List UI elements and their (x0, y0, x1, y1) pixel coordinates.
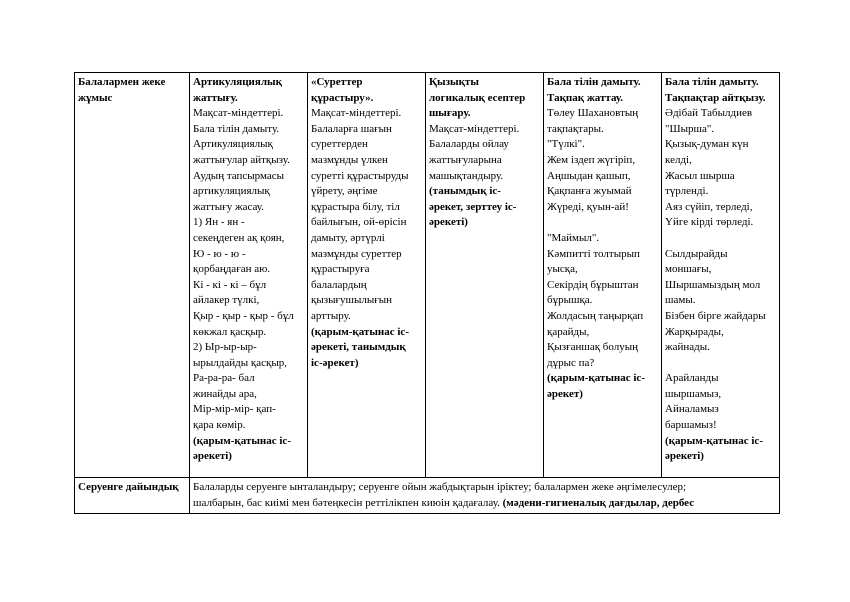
body-line: қызығушылығын (311, 294, 393, 307)
body-line: келді, (665, 153, 692, 166)
cell-body (547, 106, 658, 371)
walk-text-line (193, 496, 776, 512)
body-line: машықтандыру. (429, 169, 504, 182)
cell-recite-poems (662, 73, 780, 478)
tag-line: әрекеті) (429, 216, 468, 229)
body-line: дұрыс па? (547, 356, 595, 369)
body-line: уысқа, (547, 263, 578, 276)
body-line: мазмұнды суреттер (311, 247, 402, 260)
tag-line: әрекеті, танымдық (311, 341, 406, 354)
body-line: "Маймыл". (547, 231, 600, 244)
title-line: Қызықты (429, 76, 479, 88)
table-row-walk-preparation (75, 478, 780, 514)
body-line: Артикуляциялық (193, 138, 273, 151)
body-line: жайнады. (665, 341, 710, 354)
body-line: Қызғаншақ болуың (547, 341, 639, 354)
tag-line: (қарым-қатынас іс- (193, 434, 291, 447)
body-line: Аудың тапсырмасы (193, 169, 285, 182)
body-line: Ра-ра-ра- бал (193, 372, 255, 385)
tag-line: әрекеті) (665, 450, 704, 463)
body-line: құрастыруға (311, 263, 370, 276)
body-line: суретті құрастыруды (311, 169, 409, 182)
body-line: қара көмір. (193, 419, 246, 432)
body-line: жаттығулар айтқызу. (193, 153, 290, 166)
table-row-individual-work (75, 73, 780, 478)
tag-line: (қарым-қатынас іс- (665, 434, 763, 447)
title-line: шығару. (429, 107, 471, 120)
cell-title (311, 75, 422, 106)
walk-text-tag: (мәдени-гигиеналық дағдылар, дербес (502, 496, 695, 509)
activity-tag (193, 434, 304, 465)
title-line: Артикуляциялық (193, 76, 282, 88)
cell-body (429, 122, 540, 184)
cell-body (665, 106, 776, 433)
tag-line: (қарым-қатынас іс- (311, 325, 409, 338)
body-line: Айналамыз (665, 403, 719, 416)
walk-text-plain: шалбарын, бас киімі мен бәтеңкесін реттілікпен киюін қадағалау. (193, 496, 500, 509)
title-line: Тақпақтар айтқызу. (665, 91, 766, 104)
body-line: Жарқырады, (665, 325, 724, 338)
tag-line: әрекет) (547, 387, 583, 400)
body-line: жинайды ара, (193, 387, 257, 400)
body-line: Мір-мір-мір- қап- (193, 403, 276, 416)
body-line: арттыру. (311, 309, 351, 322)
body-line: Кәмпитті толтырып (547, 247, 640, 260)
cell-walk-preparation (190, 478, 780, 514)
body-line: Ю - ю - ю - (193, 247, 246, 260)
stanza-gap (547, 215, 658, 231)
body-line: мазмұнды үлкен (311, 153, 388, 166)
row-header-text: Балалармен жеке жұмыс (78, 76, 166, 104)
body-line: Аңшыдан қашып, (547, 169, 631, 182)
cell-logic-problems (426, 73, 544, 478)
body-line: шыршамыз, (665, 387, 722, 400)
body-line: Балаларды ойлау (429, 138, 509, 151)
tag-line: әрекеті) (193, 450, 232, 463)
body-line: жаттығу жасау. (193, 200, 264, 213)
stanza-gap (665, 356, 776, 372)
title-line: жаттығу. (193, 91, 238, 104)
body-line: құрастыра білу, тіл (311, 200, 400, 213)
body-line: баршамыз! (665, 419, 717, 432)
cell-title (429, 75, 540, 122)
title-line: логикалық есептер (429, 91, 526, 104)
body-line: қарайды, (547, 325, 590, 338)
cell-speech-rhymes (544, 73, 662, 478)
stanza-gap (665, 231, 776, 247)
body-line: түрленді. (665, 185, 709, 198)
body-line: Үйге кірді төрледі. (665, 216, 754, 229)
tag-line: (танымдық іс- (429, 185, 501, 198)
body-line: Жасыл шырша (665, 169, 735, 182)
body-line: Кі - кі - кі – бұл (193, 278, 267, 291)
body-line: "Шырша". (665, 122, 715, 135)
body-line: Мақсат-міндеттері. (311, 107, 402, 120)
body-line: дамыту, әртүрлі (311, 231, 385, 244)
cell-title (193, 75, 304, 106)
tag-line: әрекет, зерттеу іс- (429, 200, 517, 213)
body-line: Бізбен бірге жайдары (665, 309, 766, 322)
body-line: жаттығуларына (429, 153, 502, 166)
body-line: Секірдің бұрыштан (547, 278, 639, 291)
body-line: моншағы, (665, 263, 712, 276)
body-line: бұрышқа. (547, 294, 593, 307)
body-line: Қызық-думан күн (665, 138, 749, 151)
cell-articulation (190, 73, 308, 478)
activity-tag (429, 184, 540, 231)
activity-tag (547, 371, 658, 402)
title-line: Бала тілін дамыту. (547, 76, 641, 88)
body-line: артикуляциялық (193, 185, 270, 198)
row-header-walk-preparation (75, 478, 190, 514)
body-line: ырылдайды қасқыр, (193, 356, 287, 369)
walk-text-line: Балаларды серуенге ынталандыру; серуенге ойын жабдықтарын іріктеу; балалармен жеке әңгімелесулер; (193, 481, 687, 493)
body-line: Аяз сүйіп, терледі, (665, 200, 753, 213)
body-line: Мақсат-міндеттері. (429, 122, 520, 135)
tag-line: (қарым-қатынас іс- (547, 372, 645, 385)
title-line: Тақпақ жаттау. (547, 91, 624, 104)
body-line: Бала тілін дамыту. (193, 122, 280, 135)
schedule-table (74, 72, 780, 514)
cell-body (311, 106, 422, 324)
cell-title (547, 75, 658, 106)
body-line: Қыр - қыр - қыр - бұл (193, 309, 294, 322)
row-header-text: Серуенге дайындық (78, 481, 179, 493)
body-line: көкжал қасқыр. (193, 325, 267, 338)
title-line: Бала тілін дамыту. (665, 76, 759, 88)
activity-tag (665, 434, 776, 465)
title-line: «Суреттер (311, 76, 363, 88)
cell-picture-assembly (308, 73, 426, 478)
body-line: "Түлкі". (547, 138, 585, 151)
cell-body (193, 106, 304, 433)
body-line: Жолдасың таңырқап (547, 309, 644, 322)
cell-title (665, 75, 776, 106)
body-line: айлакер түлкі, (193, 294, 260, 307)
body-line: тақпақтары. (547, 122, 604, 135)
tag-line: іс-әрекет) (311, 356, 359, 369)
body-line: шамы. (665, 294, 696, 307)
body-line: қорбаңдаған аю. (193, 263, 271, 276)
body-line: балалардың (311, 278, 367, 291)
body-line: 2) Ыр-ыр-ыр- (193, 341, 257, 354)
body-line: Қақпанға жуымай (547, 185, 632, 198)
body-line: секеңдеген ақ қоян, (193, 231, 285, 244)
body-line: үйрету, әңгіме (311, 185, 378, 198)
row-header-individual-work (75, 73, 190, 478)
body-line: байлығын, ой-өрісін (311, 216, 407, 229)
title-line: құрастыру». (311, 91, 374, 104)
body-line: Мақсат-міндеттері. (193, 107, 284, 120)
body-line: суреттерден (311, 138, 368, 151)
body-line: Әдібай Табылдиев (665, 107, 753, 120)
body-line: Сылдырайды (665, 247, 728, 260)
activity-tag (311, 325, 422, 372)
body-line: Шыршамыздың мол (665, 278, 761, 291)
body-line: 1) Ян - ян - (193, 216, 245, 229)
body-line: Төлеу Шахановтың (547, 107, 639, 120)
body-line: Жүреді, қуын-ай! (547, 200, 629, 213)
body-line: Арайланды (665, 372, 719, 385)
body-line: Балаларға шағын (311, 122, 392, 135)
body-line: Жем іздеп жүгіріп, (547, 153, 636, 166)
